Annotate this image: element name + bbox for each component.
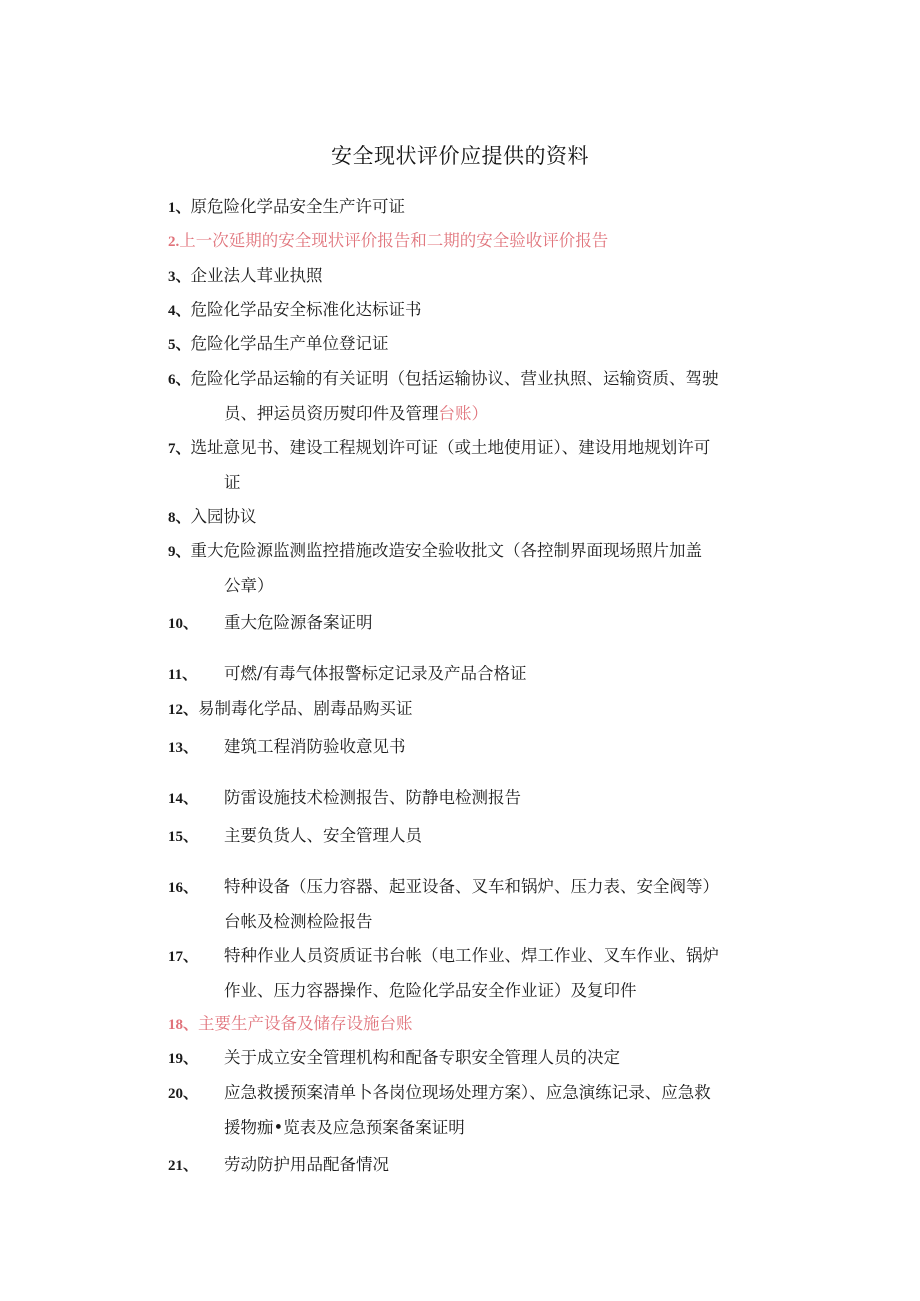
item-number: 20、 bbox=[168, 1086, 199, 1102]
item-text: 防雷设施技术检测报告、防静电检测报告 bbox=[224, 788, 521, 807]
document-title: 安全现状评价应提供的资料 bbox=[331, 144, 589, 168]
item-text: 危险化学品运输的有关证明（包括运输协议、营业执照、运输资质、驾驶 bbox=[190, 369, 719, 388]
item-text: 重大危险源监测监控措施改造安全验收批文（各控制界面现场照片加盖 bbox=[190, 541, 703, 560]
item-text: 易制毒化学品、剧毒品购买证 bbox=[198, 699, 413, 718]
item-number: 15、 bbox=[168, 829, 199, 845]
item-text: 危险化学品安全标准化达标证书 bbox=[190, 300, 422, 319]
item-text-highlight: 台账） bbox=[438, 404, 488, 423]
list-item-2 bbox=[168, 224, 788, 259]
item-text: 劳动防护用品配备情况 bbox=[224, 1155, 389, 1174]
item-number: 12、 bbox=[168, 702, 199, 718]
item-text: 主要负货人、安全管理人员 bbox=[224, 826, 422, 845]
list-item-1 bbox=[168, 190, 788, 225]
item-number: 16、 bbox=[168, 880, 199, 896]
list-item-3 bbox=[168, 259, 788, 294]
item-number: 7、 bbox=[168, 441, 191, 457]
item-number: 4、 bbox=[168, 303, 191, 319]
item-text: 可燃/有毒气体报警标定记录及产品合格证 bbox=[224, 664, 527, 683]
item-text-continuation: 援物痂•览表及应急预案备案证明 bbox=[224, 1118, 465, 1137]
list-item-8 bbox=[168, 500, 788, 535]
list-item-11 bbox=[168, 657, 788, 692]
item-number: 2. bbox=[168, 234, 180, 250]
item-number: 13、 bbox=[168, 740, 199, 756]
item-number: 5、 bbox=[168, 337, 191, 353]
item-text-continuation: 证 bbox=[224, 473, 241, 492]
list-item-21 bbox=[168, 1148, 788, 1183]
item-text-continuation: 作业、压力容器操作、危险化学品安全作业证）及复印件 bbox=[224, 981, 637, 1000]
item-number: 21、 bbox=[168, 1158, 199, 1174]
item-number: 18、 bbox=[168, 1017, 199, 1033]
list-item-10 bbox=[168, 606, 788, 641]
item-text-continuation: 员、押运员资历熨印件及管理 bbox=[224, 404, 439, 423]
item-number: 11、 bbox=[168, 667, 198, 683]
item-number: 8、 bbox=[168, 510, 191, 526]
list-item-12 bbox=[168, 692, 788, 727]
list-item-7 bbox=[168, 431, 788, 500]
item-number: 6、 bbox=[168, 372, 191, 388]
item-text-continuation: 台帐及检测检险报告 bbox=[224, 912, 373, 931]
list-item-19 bbox=[168, 1041, 788, 1076]
list-item-4 bbox=[168, 293, 788, 328]
item-text: 应急救援预案清单卜各岗位现场处理方案）、应急演练记录、应急救 bbox=[224, 1083, 711, 1102]
list-item-17 bbox=[168, 939, 788, 1008]
item-number: 9、 bbox=[168, 544, 191, 560]
item-text: 入园协议 bbox=[190, 507, 257, 526]
item-text: 企业法人茸业执照 bbox=[190, 266, 323, 285]
item-text: 上一次延期的安全现状评价报告和二期的安全验收评价报告 bbox=[179, 231, 609, 250]
list-item-5 bbox=[168, 327, 788, 362]
item-text: 原危险化学品安全生产许可证 bbox=[190, 197, 406, 216]
item-text: 选址意见书、建设工程规划许可证（或土地使用证）、建设用地规划许可 bbox=[190, 438, 711, 457]
item-text-continuation: 公章） bbox=[224, 576, 274, 595]
item-text: 特种作业人员资质证书台帐（电工作业、焊工作业、叉车作业、锅炉 bbox=[224, 946, 719, 965]
item-number: 14、 bbox=[168, 791, 199, 807]
list-item-20 bbox=[168, 1076, 788, 1145]
list-item-6 bbox=[168, 362, 788, 431]
list-item-9 bbox=[168, 534, 788, 603]
item-number: 10、 bbox=[168, 616, 199, 632]
list-item-18 bbox=[168, 1007, 788, 1042]
item-number: 3、 bbox=[168, 269, 191, 285]
item-text: 特种设备（压力容器、起亚设备、叉车和锅炉、压力表、安全阀等） bbox=[224, 877, 719, 896]
item-text: 危险化学品生产单位登记证 bbox=[190, 334, 389, 353]
list-item-14 bbox=[168, 781, 788, 816]
item-number: 17、 bbox=[168, 949, 199, 965]
list-item-13 bbox=[168, 730, 788, 765]
item-text: 关于成立安全管理机构和配备专职安全管理人员的决定 bbox=[224, 1048, 620, 1067]
item-text: 主要生产设备及储存设施台账 bbox=[198, 1014, 413, 1033]
item-number: 1、 bbox=[168, 200, 191, 216]
item-text: 建筑工程消防验收意见书 bbox=[224, 737, 406, 756]
item-text: 重大危险源备案证明 bbox=[224, 613, 373, 632]
item-number: 19、 bbox=[168, 1051, 199, 1067]
list-item-15 bbox=[168, 819, 788, 854]
list-item-16 bbox=[168, 870, 788, 939]
